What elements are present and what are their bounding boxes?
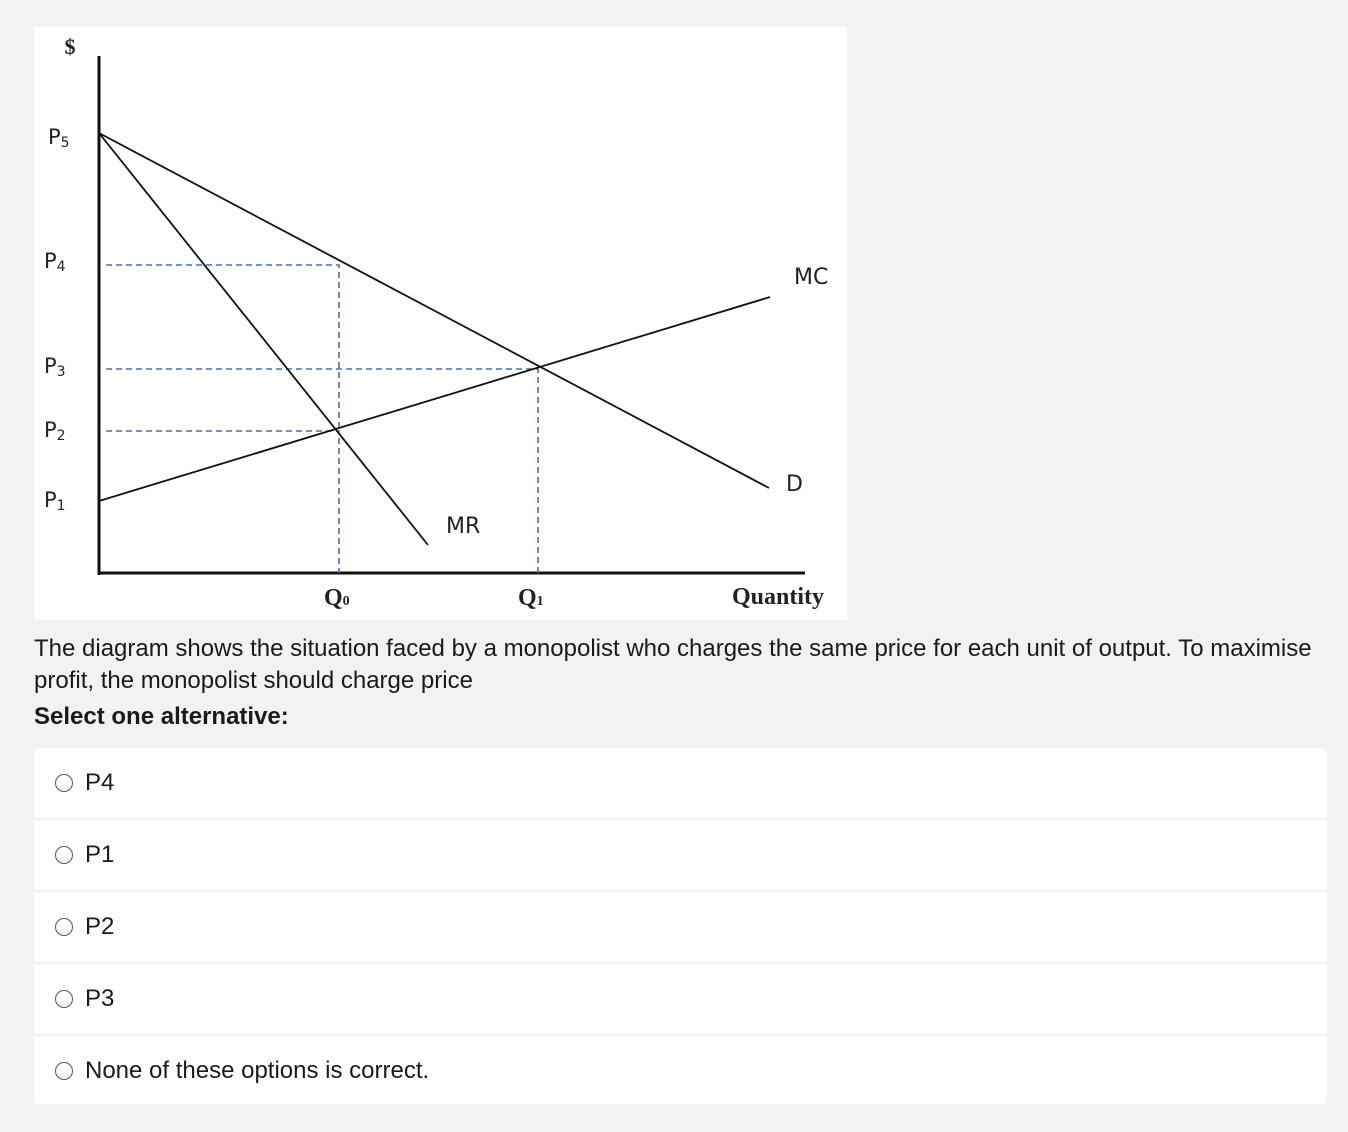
price-label-p4: P4 bbox=[44, 249, 66, 275]
option-label: P2 bbox=[85, 913, 115, 940]
mr-label: MR bbox=[446, 514, 481, 539]
price-label-p1: P1 bbox=[44, 488, 66, 514]
guide-p2-q0 bbox=[106, 431, 339, 573]
guide-p4-q0 bbox=[106, 265, 339, 431]
option-p4[interactable] bbox=[34, 748, 1327, 820]
demand-curve bbox=[99, 133, 769, 488]
price-label-p2: P2 bbox=[44, 418, 66, 444]
answer-options bbox=[34, 748, 1327, 1104]
mc-label: MC bbox=[794, 265, 829, 290]
mc-curve bbox=[99, 297, 770, 501]
option-p3[interactable] bbox=[34, 964, 1327, 1036]
guide-p3-q1 bbox=[106, 369, 538, 573]
radio-button[interactable] bbox=[55, 1062, 73, 1080]
x-axis-label: Quantity bbox=[732, 584, 825, 610]
quantity-label-q0: Q0 bbox=[324, 585, 350, 611]
option-p2[interactable] bbox=[34, 892, 1327, 964]
radio-button[interactable] bbox=[55, 990, 73, 1008]
option-none[interactable] bbox=[34, 1036, 1327, 1106]
y-axis-label: $ bbox=[64, 34, 76, 59]
question-text: The diagram shows the situation faced by a monopolist who charges the same price for each unit of output. To maximise profit, the monopolist should charge price bbox=[34, 635, 1312, 694]
quantity-label-q1: Q1 bbox=[518, 585, 544, 611]
option-label: P3 bbox=[85, 985, 115, 1012]
mr-curve bbox=[99, 133, 428, 545]
monopoly-diagram bbox=[34, 27, 847, 620]
option-label: P4 bbox=[85, 769, 115, 796]
demand-label: D bbox=[786, 472, 803, 497]
radio-button[interactable] bbox=[55, 774, 73, 792]
radio-button[interactable] bbox=[55, 918, 73, 936]
option-p1[interactable] bbox=[34, 820, 1327, 892]
chart-svg bbox=[34, 27, 847, 620]
price-label-p5: P5 bbox=[48, 125, 70, 151]
price-label-p3: P3 bbox=[44, 354, 66, 380]
instruction-text: Select one alternative: bbox=[34, 703, 289, 730]
radio-button[interactable] bbox=[55, 846, 73, 864]
option-label: None of these options is correct. bbox=[85, 1057, 430, 1084]
option-label: P1 bbox=[85, 841, 115, 868]
